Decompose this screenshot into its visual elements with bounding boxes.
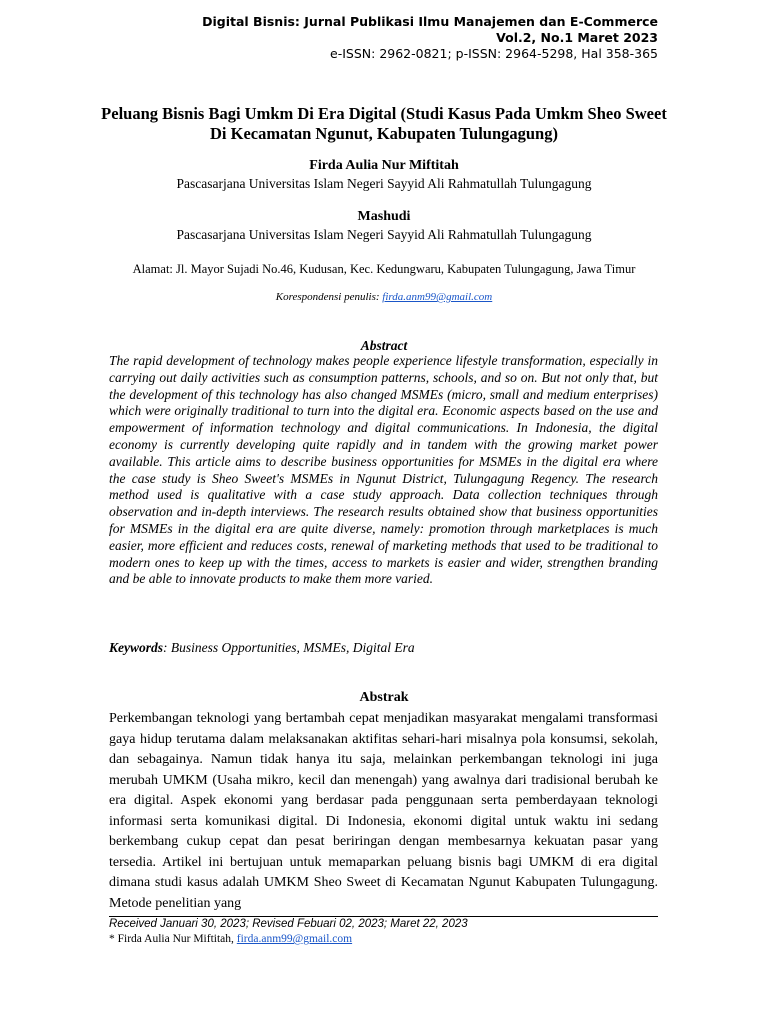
correspondence-label: Korespondensi penulis:	[275, 291, 383, 303]
journal-name: Digital Bisnis: Jurnal Publikasi Ilmu Manajemen dan E-Commerce	[202, 14, 658, 29]
abstrak-heading: Abstrak	[359, 690, 409, 705]
abstrak-text: Perkembangan teknologi yang bertambah cepat menjadikan masyarakat mengalami transformasi gaya hidup terutama dalam melaksanakan aktifitas sehari-hari misalnya pola konsumsi, sekolah, dan sebagainya. Namun tidak hanya itu saja, melainkan perkembangan teknologi ini juga merubah UMKM (Usaha mikro, kecil dan menengah) yang awalnya dari tradisional berubah ke era digital. Aspek ekonomi yang berdasar pada penggunaan serta pemberdayaan teknologi informasi serta komunikasi digital. Di Indonesia, ekonomi digital untuk waktu ini sedang berkembang cukup cepat dan pesat beriringan dengan membesarnya kekuatan pasar yang tersedia. Artikel ini bertujuan untuk memaparkan peluang bisnis bagi UMKM di era digital dimana studi kasus adalah UMKM Sheo Sweet di Kecamatan Ngunut Kabupaten Tulungagung. Metode penelitian yang	[109, 711, 658, 911]
keywords	[109, 640, 658, 656]
footer-author-note	[109, 933, 352, 945]
author-address: Alamat: Jl. Mayor Sujadi No.46, Kudusan, Kec. Kedungwaru, Kabupaten Tulungagung, Jawa Timur	[132, 262, 636, 276]
journal-header	[202, 14, 658, 62]
footer-author-name: * Firda Aulia Nur Miftitah,	[109, 933, 237, 945]
keywords-label: Keywords	[109, 640, 163, 655]
author-affiliation-1: Pascasarjana Universitas Islam Negeri Sayyid Ali Rahmatullah Tulungagung	[176, 176, 592, 191]
author-affiliation-2: Pascasarjana Universitas Islam Negeri Sayyid Ali Rahmatullah Tulungagung	[176, 227, 592, 242]
paper-title: Peluang Bisnis Bagi Umkm Di Era Digital (Studi Kasus Pada Umkm Sheo Sweet Di Kecamatan Ngunut, Kabupaten Tulungagung)	[101, 104, 667, 143]
abstract-text: The rapid development of technology makes people experience lifestyle transformation, especially in carrying out daily activities such as consumption patterns, schools, and so on. But not only that, but the development of this technology has also changed MSMEs (micro, small and medium enterprises) which were originally traditional to turn into the digital era. Economic aspects based on the use and empowerment of information technology and digital communications. In Indonesia, the digital economy is currently developing quite rapidly and in tandem with the growing market power available. This article aims to describe business opportunities for MSMEs in the digital era where the case study is Sheo Sweet's MSMEs in Ngunut District, Tulungagung Regency. The research method used is qualitative with a case study approach. Data collection techniques through observation and in-depth interviews. The research results obtained show that business opportunities for MSMEs in the digital era are quite diverse, namely: promotion through marketplaces is much easier, more efficient and reduces costs, renewal of marketing methods that used to be traditional to modern ones to keep up with the times, access to markets is easier and wider, strengthen branding and be able to innovate products to make them more varied.	[109, 353, 658, 587]
correspondence-email-link[interactable]: firda.anm99@gmail.com	[382, 291, 493, 303]
footer-received-dates: Received Januari 30, 2023; Revised Febuari 02, 2023; Maret 22, 2023	[109, 918, 468, 930]
author-name-1: Firda Aulia Nur Miftitah	[309, 158, 459, 173]
footer-divider	[109, 916, 658, 917]
author-name-2: Mashudi	[357, 209, 411, 224]
keywords-list: : Business Opportunities, MSMEs, Digital Era	[163, 640, 415, 655]
journal-volume: Vol.2, No.1 Maret 2023	[496, 30, 658, 45]
footer-email-link[interactable]: firda.anm99@gmail.com	[236, 933, 353, 945]
abstract-heading: Abstract	[360, 338, 408, 353]
journal-issn: e-ISSN: 2962-0821; p-ISSN: 2964-5298, Hal 358-365	[330, 46, 658, 61]
correspondence	[100, 291, 668, 303]
